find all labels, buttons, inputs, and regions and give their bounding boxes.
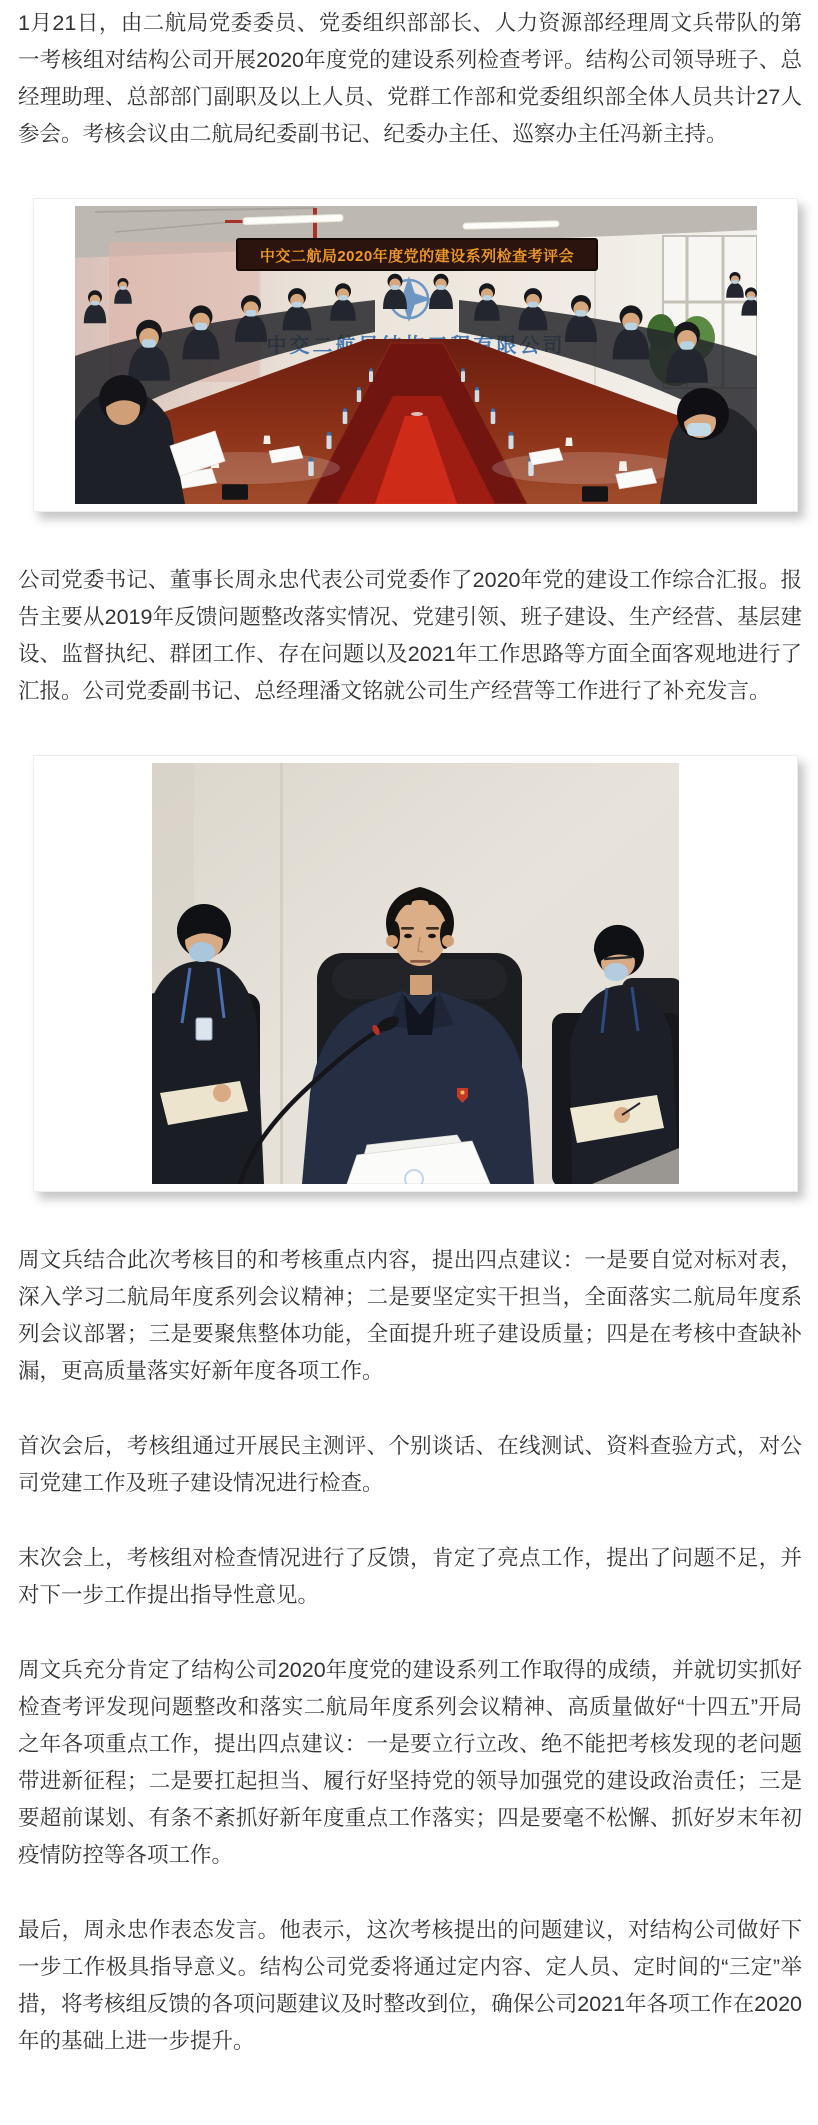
paragraph-7: 最后，周永忠作表态发言。他表示，这次考核提出的问题建议，对结构公司做好下一步工作极具指导意义。结构公司党委将通过定内容、定人员、定时间的“三定”举措，将考核组反馈的各项问题建议及时整改到位，确保公司2021年各项工作在2020年的基础上进一步提升。 xyxy=(18,1918,802,2053)
red-pipe xyxy=(313,208,317,240)
led-banner xyxy=(237,239,597,270)
paragraph-4: 首次会后，考核组通过开展民主测评、个别谈话、在线测试、资料查验方式，对公司党建工作及班子建设情况进行检查。 xyxy=(18,1434,802,1495)
paragraph-2: 公司党委书记、董事长周永忠代表公司党委作了2020年党的建设工作综合汇报。报告主要从2019年反馈问题整改落实情况、党建引领、班子建设、生产经营、基层建设、监督执纪、群团工作、存在问题以及2021年工作思路等方面全面客观地进行了汇报。公司党委副书记、总经理潘文铭就公司生产经营等工作进行了补充发言。 xyxy=(18,568,802,703)
speaker-photo-illustration xyxy=(152,763,679,1184)
paragraph-5: 末次会上，考核组对检查情况进行了反馈，肯定了亮点工作，提出了问题不足，并对下一步工作提出指导性意见。 xyxy=(18,1546,802,1607)
meeting-room-photo-illustration xyxy=(75,206,757,504)
paragraph-3: 周文兵结合此次考核目的和考核重点内容，提出四点建议：一是要自觉对标对表，深入学习二航局年度系列会议精神；二是要坚定实干担当，全面落实二航局年度系列会议部署；三是要聚焦整体功能，全面提升班子建设质量；四是在考核中查缺补漏，更高质量落实好新年度各项工作。 xyxy=(18,1248,802,1383)
paragraph-1: 1月21日，由二航局党委委员、党委组织部部长、人力资源部经理周文兵带队的第一考核组对结构公司开展2020年度党的建设系列检查考评。结构公司领导班子、总经理助理、总部部门副职及以上人员、党群工作部和党委组织部全体人员共计27人参会。考核会议由二航局纪委副书记、纪委办主任、巡察办主任冯新主持。 xyxy=(18,11,802,146)
paragraph-6: 周文兵充分肯定了结构公司2020年度党的建设系列工作取得的成绩，并就切实抓好检查考评发现问题整改和落实二航局年度系列会议精神、高质量做好“十四五”开局之年各项重点工作，提出四点建议：一是要立行立改、绝不能把考核发现的老问题带进新征程；二是要扛起担当、履行好坚持党的领导加强党的建设政治责任；三是要超前谋划、有条不紊抓好新年度重点工作落实；四是要毫不松懈、抓好岁末年初疫情防控等各项工作。 xyxy=(18,1658,802,1867)
banner-text: 中交二航局2020年度党的建设系列检查考评会 xyxy=(259,248,574,265)
face xyxy=(393,900,447,966)
photo-speaker[interactable] xyxy=(33,755,798,1192)
wall-seam xyxy=(280,763,283,1184)
photo-meeting-room[interactable] xyxy=(33,198,798,512)
